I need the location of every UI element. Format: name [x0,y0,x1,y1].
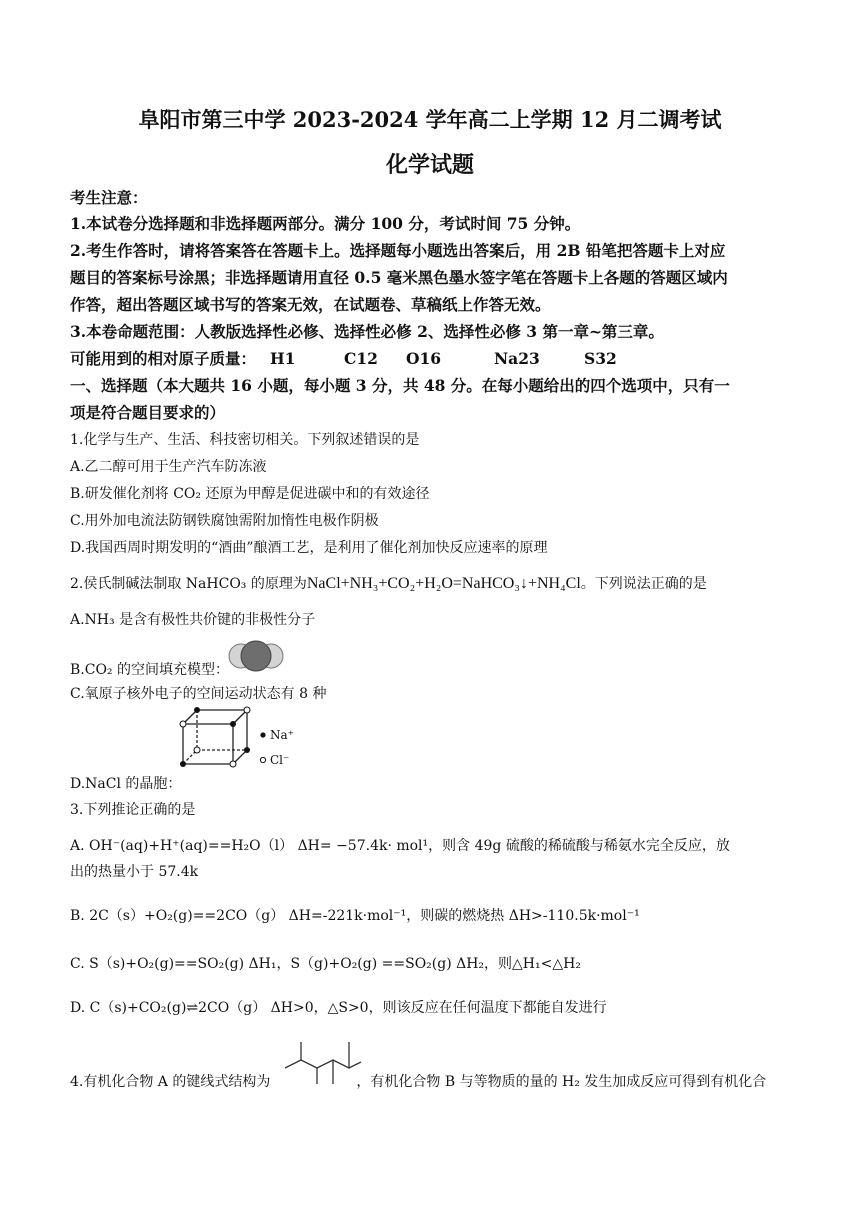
q3-option-a-line-1: A. OH⁻(aq)+H⁺(aq)==H₂O（l） ΔH= −57.4k· mol¹，则含 49g 硫酸的稀硫酸与稀氨水完全反应，放 [70,838,730,854]
exam-subtitle: 化学试题 [385,152,474,178]
note-1: 1.本试卷分选择题和非选择题两部分。满分 100 分，考试时间 75 分钟。 [70,214,581,233]
atomic-mass-item: Na23 [494,349,540,368]
note-2-line-2: 题目的答案标号涂黑；非选择题请用直径 0.5 毫米黑色墨水签字笔在答题卡上各题的答题区域内 [70,268,728,287]
q1-option-d: D.我国西周时期发明的“酒曲”酿酒工艺，是利用了催化剂加快反应速率的原理 [70,540,548,556]
q2-stem-suffix: 。下列说法正确的是 [580,576,707,592]
note-2-line-3: 作答，超出答题区域书写的答案无效，在试题卷、草稿纸上作答无效。 [70,295,551,314]
q4-stem-prefix: 4.有机化合物 A 的键线式结构为 [70,1074,271,1090]
q4-stem-suffix: ，有机化合物 B 与等物质的量的 H₂ 发生加成反应可得到有机化合 [356,1074,767,1090]
nacl-unit-cell-icon [175,702,325,784]
exam-title: 阜阳市第三中学 2023-2024 学年高二上学期 12 月二调考试 [138,107,722,132]
skeletal-structure-icon [283,1038,363,1088]
co2-space-filling-model-icon [228,639,284,673]
q1-option-b: B.研发催化剂将 CO₂ 还原为甲醇是促进碳中和的有效途径 [70,486,430,502]
q3-option-c: C. S（s)+O₂(g)==SO₂(g) ΔH₁，S（g)+O₂(g) ==SO₂(g) ΔH₂，则△H₁<△H₂ [70,956,581,972]
atomic-mass-item: S32 [584,349,617,368]
q2-option-d: D.NaCl 的晶胞： [70,776,182,792]
q3-option-a-line-2: 出的热量小于 57.4k [70,864,199,880]
q2-stem-prefix: 2.侯氏制碱法制取 NaHCO₃ 的原理为 [70,576,307,592]
atomic-masses [70,349,617,369]
atomic-masses-label: 可能用到的相对原子质量： [70,349,257,368]
atomic-mass-item: O16 [406,349,442,368]
q2-option-a: A.NH₃ 是含有极性共价键的非极性分子 [70,612,316,628]
note-2-line-1: 2.考生作答时，请将答案答在答题卡上。选择题每小题选出答案后，用 2B 铅笔把答题卡上对应 [70,241,726,260]
note-3: 3.本卷命题范围：人教版选择性必修、选择性必修 2、选择性必修 3 第一章~第三章。 [70,322,664,341]
q2-option-c: C.氧原子核外电子的空间运动状态有 8 种 [70,686,327,702]
atomic-mass-item: C12 [344,349,378,368]
q1-stem: 1.化学与生产、生活、科技密切相关。下列叙述错误的是 [70,432,420,448]
notes-heading: 考生注意： [70,188,148,207]
q2-equation: NaCl+NH₃+CO₂+H₂O=NaHCO₃↓+NH₄Cl [306,575,581,592]
legend-na-label: Na⁺ [270,728,294,742]
q2-stem [70,574,707,594]
q2-option-b: B.CO₂ 的空间填充模型： [70,662,229,678]
atomic-mass-item: H1 [270,349,296,368]
q3-option-b: B. 2C（s）+O₂(g)==2CO（g） ΔH=-221k·mol⁻¹，则碳的燃烧热 ΔH>-110.5k·mol⁻¹ [70,908,640,924]
q1-option-c: C.用外加电流法防钢铁腐蚀需附加惰性电极作阴极 [70,513,379,529]
section-heading-line-1: 一、选择题（本大题共 16 小题，每小题 3 分，共 48 分。在每小题给出的四个选项中，只有一 [70,376,730,395]
legend-cl-label: Cl⁻ [270,753,290,767]
q3-option-d: D. C（s)+CO₂(g)⇌2CO（g） ΔH>0，△S>0，则该反应在任何温度下都能自发进行 [70,1000,607,1016]
section-heading-line-2: 项是符合题目要求的） [70,403,226,422]
q3-stem: 3.下列推论正确的是 [70,802,196,818]
q4-stem [70,1072,766,1092]
q1-option-a: A.乙二醇可用于生产汽车防冻液 [70,459,267,475]
